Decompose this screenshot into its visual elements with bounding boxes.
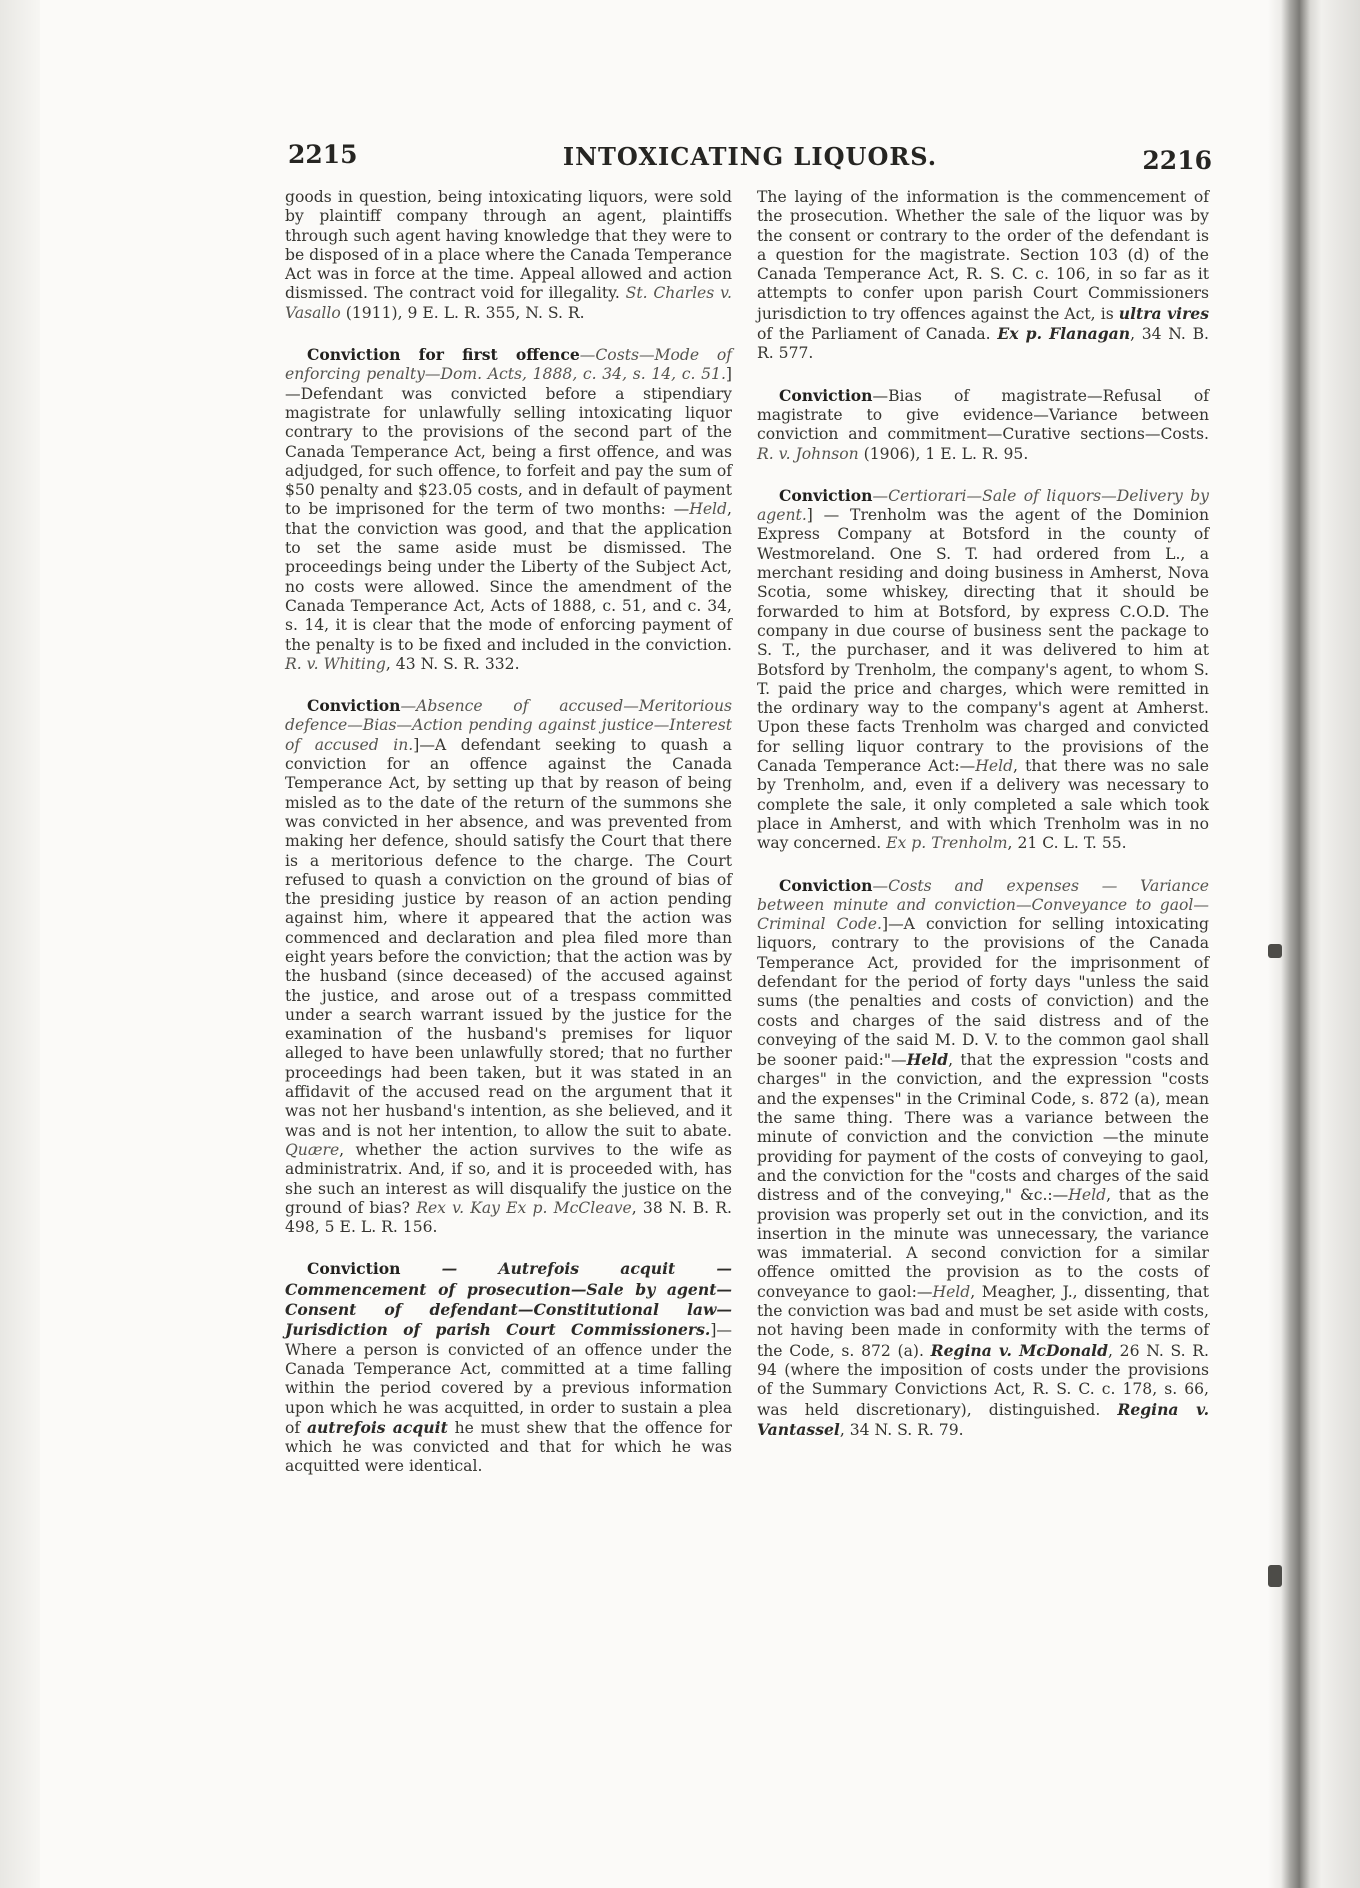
case-name: Ex p. Trenholm	[886, 834, 1008, 853]
page-number-left: 2215	[288, 140, 358, 169]
entry-heading: Conviction	[779, 875, 873, 895]
entry-text: , Meagher, J., dissenting, that the conviction was bad and must be set aside with costs, not having been made in conformity with the terms of the Code, s. 872 (a).	[757, 1282, 1209, 1360]
citation: , 43 N. S. R. 332.	[385, 654, 520, 673]
latin-term: ultra vires	[1118, 303, 1209, 323]
held-term: Held	[932, 1282, 971, 1301]
thumb-tab-mark	[1268, 944, 1282, 958]
page-number-right: 2216	[1142, 146, 1212, 175]
citation: (1911), 9 E. L. R. 355, N. S. R.	[340, 303, 585, 322]
catchwords: —Certiorari—Sale of liquors—Delivery by agent.	[757, 486, 1209, 525]
citation: , 34 N. S. R. 79.	[839, 1420, 964, 1439]
digest-entry	[757, 876, 1209, 1441]
citation: (1906), 1 E. L. R. 95.	[858, 444, 1029, 463]
binding-gutter	[0, 0, 40, 1888]
citation: , 21 C. L. T. 55.	[1007, 834, 1127, 853]
entry-heading: Conviction	[307, 696, 401, 716]
held-term: Held	[975, 757, 1014, 776]
entry-text: of the Parliament of Canada.	[757, 325, 998, 344]
page-edge-stack	[1268, 0, 1360, 1888]
entry-text: he must shew that the offence for which he was convicted and that for which he was acquitted were identical.	[285, 1418, 732, 1476]
held-term: Held	[1068, 1186, 1107, 1205]
entry-text: , whether the action survives to the wife as administratrix. And, if so, and it is proceeded with, has she such an interest as will disqualify the justice on the ground of bias?	[285, 1140, 732, 1217]
digest-entry	[757, 486, 1209, 854]
latin-term: autrefois acquit	[306, 1417, 448, 1437]
digest-entry	[285, 696, 732, 1237]
case-name: R. v. Whiting	[285, 654, 386, 673]
catchwords: —Costs and expenses — Variance between minute and conviction—Conveyance to gaol—Criminal Code.	[757, 876, 1209, 934]
digest-entry	[757, 386, 1209, 464]
citation: , 26 N. S. R. 94 (where the imposition of costs under the provisions of the Summary Convictions Act, R. S. C. c. 178, s. 66, was held discretionary), distinguished.	[757, 1341, 1209, 1419]
citation: , 34 N. B. R. 577.	[757, 325, 1209, 363]
case-name: Rex v. Kay Ex p. McCleave	[416, 1198, 632, 1217]
held-term: Held	[689, 500, 728, 519]
entry-text: , that the conviction was good, and that the application to set the same aside must be dismissed. The proceedings being under the Liberty of the Subject Act, no costs were allowed. Since the amendment of the Canada Temperance Act, Acts of 1888, c. 51, and c. 34, s. 14, it is clear that the mode of enforcing payment of the penalty is to be fixed and included in the conviction.	[285, 500, 732, 654]
digest-entry	[285, 188, 732, 323]
entry-heading: Conviction	[779, 485, 873, 505]
entry-text: goods in question, being intoxicating liquors, were sold by plaintiff company through an agent, plaintiffs through such agent having knowledge that they were to be disposed of in a place where the Canada Temperance Act was in force at the time. Appeal allowed and action dismissed. The contract void for illegality.	[285, 188, 732, 303]
entry-heading: Conviction for first offence	[307, 345, 580, 365]
digest-entry	[285, 1259, 732, 1476]
running-title: INTOXICATING LIQUORS.	[562, 142, 938, 171]
entry-text: ]—Where a person is convicted of an offence under the Canada Temperance Act, committed at a time falling within the period covered by a previous information upon which he was acquitted, in order to sustain a plea of	[285, 1321, 732, 1437]
entry-text: , that as the provision was properly set out in the conviction, and its insertion in the minute was unnecessary, the variance was immaterial. A second conviction for a similar offence omitted the provision as to the costs of conveyance to gaol:—	[757, 1186, 1209, 1301]
case-name: Regina v. Vantassel	[757, 1399, 1209, 1439]
entry-text: The laying of the information is the commencement of the prosecution. Whether the sale of the liquor was by the consent or contrary to the order of the defendant is a question for the magistrate. Section 103 (d) of the Canada Temperance Act, R. S. C. c. 106, in so far as it attempts to confer upon parish Court Commissioners jurisdiction to try offences against the Act, is	[757, 188, 1209, 323]
held-term: Held	[906, 1050, 949, 1070]
case-name: St. Charles v. Vasallo	[285, 284, 732, 322]
entry-text: ]—A defendant seeking to quash a conviction for an offence against the Canada Temperance Act, by setting up that by reason of being misled as to the date of the return of the summons she was convicted in her absence, and was prevented from making her defence, should satisfy the Court that there is a meritorious defence to the charge. The Court refused to quash a conviction on the ground of bias of the presiding justice by reason of an action pending against him, where it appeared that the action was commenced and declaration and plea filed more than eight years before the conviction; that the action was by the husband (since deceased) of the accused against the justice, and arose out of a trespass committed under a search warrant issued by the justice for the examination of the husband's premises for liquor alleged to have been unlawfully stored; that no further proceedings had been taken, but it was stated in an affidavit of the accused read on the argument that it was not her husband's intention, as she believed, and it was and is not her intention, to allow the suit to abate.	[285, 735, 732, 1140]
case-name: Ex p. Flanagan	[997, 324, 1131, 344]
entry-text: , that there was no sale by Trenholm, and, even if a delivery was necessary to complete the sale, it only completed a sale which took place in Amherst, and with which Trenholm was in no way concerned.	[757, 757, 1209, 853]
entry-text: ]—Defendant was convicted before a stipendiary magistrate for unlawfully selling intoxicating liquor contrary to the provisions of the second part of the Canada Temperance Act, being a first offence, and was adjudged, for such offence, to forfeit and pay the sum of $50 penalty and $23.05 costs, and in default of payment to be imprisoned for the term of two months: —	[285, 365, 732, 519]
citation: , 38 N. B. R. 498, 5 E. L. R. 156.	[285, 1198, 732, 1237]
digest-entry	[757, 188, 1209, 364]
entry-text: , that the expression "costs and charges" in the conviction, and the expression "costs and the expenses" in the Criminal Code, s. 872 (a), mean the same thing. There was a variance between the minute of conviction and the conviction —the minute providing for payment of the costs of conveying to gaol, and the conviction for the "costs and charges of the said distress and of the conveying," &c.:—	[757, 1051, 1209, 1205]
catchwords: —Absence of accused—Meritorious defence—Bias—Action pending against justice—Interest of accused in.	[285, 697, 732, 754]
entry-text: —Bias of magistrate—Refusal of magistrate to give evidence—Variance between conviction and commitment—Curative sections—Costs.	[757, 386, 1209, 444]
running-header	[288, 140, 1212, 176]
catchwords: —Costs—Mode of enforcing penalty—Dom. Acts, 1888, c. 34, s. 14, c. 51.	[285, 346, 732, 384]
case-name: Regina v. McDonald	[930, 1340, 1109, 1360]
entry-text: ]—A conviction for selling intoxicating liquors, contrary to the provisions of the Canada Temperance Act, provided for the imprisonment of defendant for the period of forty days "unless the said sums (the penalties and costs of conviction) and the costs and charges of the said distress and of the conveying of the said M. D. V. to the common gaol shall be sooner paid:"—	[757, 915, 1209, 1070]
entry-heading: Conviction	[779, 385, 873, 405]
entry-text: ] — Trenholm was the agent of the Dominion Express Company at Botsford in the county of Westmoreland. One S. T. had ordered from L., a merchant residing and doing business in Amherst, Nova Scotia, some whiskey, directing that it should be forwarded to him at Botsford, by express C.O.D. The company in due course of business sent the package to S. T., the purchaser, and it was delivered to him at Botsford by Trenholm, the company's agent, to whom S. T. paid the price and charges, which were remitted in the ordinary way to the company's agent at Amherst. Upon these facts Trenholm was charged and convicted for selling liquor contrary to the provisions of the Canada Temperance Act:—	[757, 506, 1209, 776]
thumb-tab-mark	[1268, 1565, 1282, 1587]
right-column	[757, 188, 1209, 1440]
catchwords: — Autrefois acquit — Commencement of prosecution—Sale by agent—Consent of defendant—Constitutional law—Jurisdiction of parish Court Commissioners.	[285, 1259, 732, 1340]
quaere-term: Quære	[285, 1140, 340, 1159]
digest-entry	[285, 345, 732, 674]
left-column	[285, 188, 732, 1477]
entry-heading: Conviction	[307, 1259, 401, 1279]
case-name: R. v. Johnson	[757, 444, 859, 463]
